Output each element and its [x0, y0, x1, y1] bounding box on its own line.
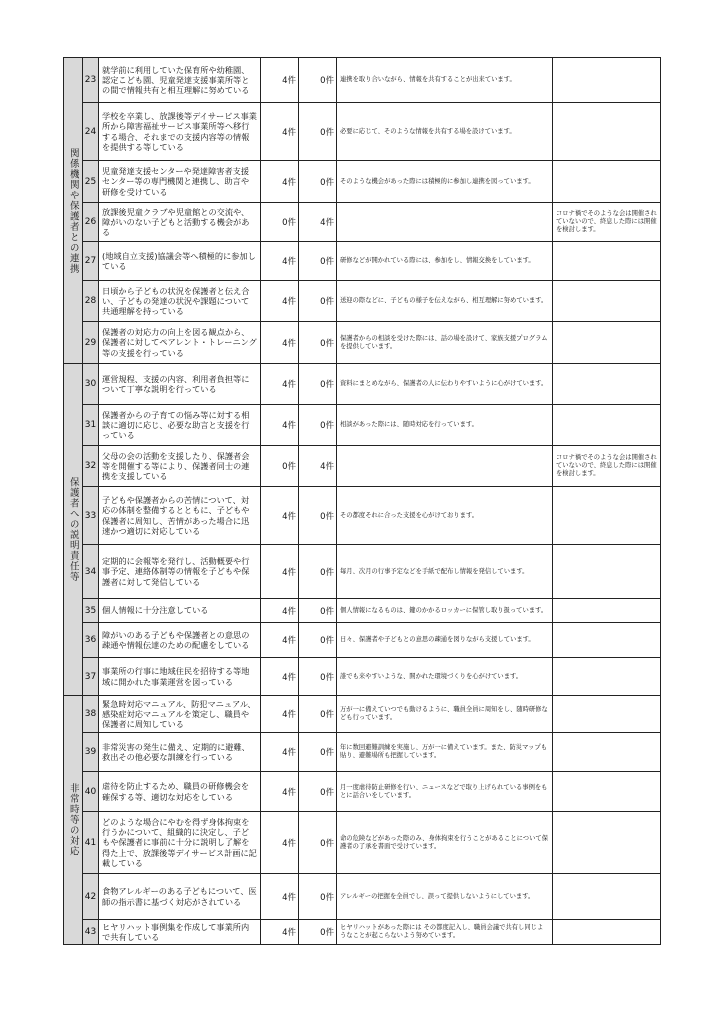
- table-row: [64, 487, 661, 545]
- table-row: [64, 446, 661, 487]
- item-text: 食物アレルギーのある子どもについて、医師の指示書に基づく対応がされている: [99, 874, 261, 920]
- evaluation-table: [63, 57, 661, 945]
- category-label: 非常時等の対応: [67, 783, 79, 857]
- improvement-text: [553, 487, 661, 545]
- yes-count: 4件: [261, 58, 299, 103]
- item-text: 学校を卒業し、放課後等デイサービス事業所から障害福祉サービス事業所等へ移行する場合、それまでの支援内容等の情報を提供する等している: [99, 103, 261, 161]
- no-count: 0件: [299, 920, 337, 945]
- yes-count: 4件: [261, 772, 299, 812]
- yes-count: 4件: [261, 161, 299, 203]
- comment-text: その都度それに合った支援を心がけております。: [337, 487, 553, 545]
- comment-text: 送迎の際などに、子どもの様子を伝えながら、相互理解に努めています。: [337, 281, 553, 322]
- improvement-text: [553, 733, 661, 772]
- yes-count: 4件: [261, 599, 299, 623]
- table-row: [64, 161, 661, 203]
- row-number: 23: [83, 58, 99, 103]
- row-number: 43: [83, 920, 99, 945]
- improvement-text: [553, 623, 661, 658]
- improvement-text: [553, 812, 661, 874]
- table-row: [64, 772, 661, 812]
- category-cell: [64, 696, 83, 945]
- table-row: [64, 696, 661, 733]
- category-label: 保護者への説明責任等: [67, 477, 79, 582]
- no-count: 0件: [299, 545, 337, 599]
- no-count: 0件: [299, 364, 337, 405]
- yes-count: 4件: [261, 405, 299, 446]
- comment-text: アレルギーの把握を全員でし、誤って提供しないようにしています。: [337, 874, 553, 920]
- category-label: 関係機関や保護者との連携: [67, 147, 79, 274]
- table-row: [64, 203, 661, 242]
- comment-text: 日々、保護者や子どもとの意思の疎通を図りながら支援しています。: [337, 623, 553, 658]
- row-number: 39: [83, 733, 99, 772]
- yes-count: 4件: [261, 545, 299, 599]
- table-row: [64, 874, 661, 920]
- improvement-text: [553, 405, 661, 446]
- yes-count: 4件: [261, 920, 299, 945]
- no-count: 0件: [299, 772, 337, 812]
- row-number: 36: [83, 623, 99, 658]
- item-text: 就学前に利用していた保育所や幼稚園、認定こども園、児童発達支援事業所等との間で情報共有と相互理解に努めている: [99, 58, 261, 103]
- item-text: (地域自立支援)協議会等へ積極的に参加している: [99, 242, 261, 281]
- comment-text: 個人情報になるものは、鍵のかかるロッカーに保管し取り扱っています。: [337, 599, 553, 623]
- table-row: [64, 58, 661, 103]
- no-count: 0件: [299, 103, 337, 161]
- yes-count: 4件: [261, 364, 299, 405]
- item-text: 子どもや保護者からの苦情について、対応の体制を整備するとともに、子どもや保護者に周知し、苦情があった場合に迅速かつ適切に対応している: [99, 487, 261, 545]
- yes-count: 4件: [261, 487, 299, 545]
- improvement-text: [553, 658, 661, 696]
- comment-text: そのような機会があった際には積極的に参加し連携を図っています。: [337, 161, 553, 203]
- item-text: 保護者の対応力の向上を図る観点から、保護者に対してペアレント・トレーニング等の支援を行っている: [99, 322, 261, 364]
- yes-count: 0件: [261, 446, 299, 487]
- table-row: [64, 812, 661, 874]
- improvement-text: [553, 161, 661, 203]
- comment-text: 必要に応じて、そのような情報を共有する場を設けています。: [337, 103, 553, 161]
- no-count: 0件: [299, 281, 337, 322]
- row-number: 35: [83, 599, 99, 623]
- row-number: 25: [83, 161, 99, 203]
- comment-text: 毎月、次月の行事予定などを手紙で配布し情報を発信しています。: [337, 545, 553, 599]
- row-number: 41: [83, 812, 99, 874]
- category-cell: [64, 58, 83, 364]
- item-text: ヒヤリハット事例集を作成して事業所内で共有している: [99, 920, 261, 945]
- yes-count: 4件: [261, 322, 299, 364]
- comment-text: [337, 203, 553, 242]
- table-row: [64, 364, 661, 405]
- improvement-text: [553, 772, 661, 812]
- no-count: 0件: [299, 487, 337, 545]
- table-row: [64, 599, 661, 623]
- improvement-text: [553, 696, 661, 733]
- comment-text: 年に数回避難訓練を実施し、万が一に備えています。また、防災マップも貼り、避難場所も把握しています。: [337, 733, 553, 772]
- row-number: 26: [83, 203, 99, 242]
- item-text: 日頃から子どもの状況を保護者と伝え合い、子どもの発達の状況や課題について共通理解を持っている: [99, 281, 261, 322]
- no-count: 4件: [299, 203, 337, 242]
- improvement-text: [553, 103, 661, 161]
- row-number: 32: [83, 446, 99, 487]
- item-text: どのような場合にやむを得ず身体拘束を行うかについて、組織的に決定し、子どもや保護者に事前に十分に説明し了解を得た上で、放課後等デイサービス計画に記載している: [99, 812, 261, 874]
- no-count: 0件: [299, 658, 337, 696]
- no-count: 0件: [299, 623, 337, 658]
- comment-text: 連携を取り合いながら、情報を共有することが出来ています。: [337, 58, 553, 103]
- yes-count: 4件: [261, 281, 299, 322]
- comment-text: [337, 446, 553, 487]
- item-text: 児童発達支援センターや発達障害者支援センター等の専門機関と連携し、助言や研修を受けている: [99, 161, 261, 203]
- improvement-text: [553, 322, 661, 364]
- no-count: 0件: [299, 242, 337, 281]
- table-row: [64, 658, 661, 696]
- table-row: [64, 405, 661, 446]
- item-text: 個人情報に十分注意している: [99, 599, 261, 623]
- item-text: 虐待を防止するため、職員の研修機会を確保する等、適切な対応をしている: [99, 772, 261, 812]
- row-number: 24: [83, 103, 99, 161]
- no-count: 0件: [299, 696, 337, 733]
- yes-count: 0件: [261, 203, 299, 242]
- table-row: [64, 545, 661, 599]
- table-row: [64, 242, 661, 281]
- table-row: [64, 281, 661, 322]
- row-number: 27: [83, 242, 99, 281]
- table-row: [64, 623, 661, 658]
- no-count: 0件: [299, 58, 337, 103]
- comment-text: 研修などが開かれている際には、参加をし、情報交換をしています。: [337, 242, 553, 281]
- table-row: [64, 733, 661, 772]
- no-count: 0件: [299, 874, 337, 920]
- row-number: 29: [83, 322, 99, 364]
- item-text: 緊急時対応マニュアル、防犯マニュアル、感染症対応マニュアルを策定し、職員や保護者に周知している: [99, 696, 261, 733]
- table-row: [64, 103, 661, 161]
- category-cell: [64, 364, 83, 696]
- comment-text: 万が一に備えていつでも動けるように、職員全員に周知をし、随時研修なども行っています。: [337, 696, 553, 733]
- comment-text: 誰でも来やすいような、開かれた環境づくりを心がけています。: [337, 658, 553, 696]
- table-row: [64, 920, 661, 945]
- row-number: 40: [83, 772, 99, 812]
- comment-text: 命の危険などがあった際のみ、身体拘束を行うことがあることについて保護者の了承を書面で受けています。: [337, 812, 553, 874]
- row-number: 33: [83, 487, 99, 545]
- row-number: 37: [83, 658, 99, 696]
- yes-count: 4件: [261, 658, 299, 696]
- row-number: 28: [83, 281, 99, 322]
- table-row: [64, 322, 661, 364]
- improvement-text: [553, 545, 661, 599]
- no-count: 0件: [299, 812, 337, 874]
- item-text: 保護者からの子育ての悩み等に対する相談に適切に応じ、必要な助言と支援を行っている: [99, 405, 261, 446]
- comment-text: 保護者からの相談を受けた際には、話の場を設けて、家族支援プログラムを提供しています。: [337, 322, 553, 364]
- no-count: 4件: [299, 446, 337, 487]
- no-count: 0件: [299, 733, 337, 772]
- row-number: 31: [83, 405, 99, 446]
- yes-count: 4件: [261, 874, 299, 920]
- item-text: 放課後児童クラブや児童館との交流や、障がいのない子どもと活動する機会がある: [99, 203, 261, 242]
- comment-text: 月一度虐待防止研修を行い、ニュースなどで取り上げられている事例をもとに話合いをしています。: [337, 772, 553, 812]
- row-number: 42: [83, 874, 99, 920]
- improvement-text: [553, 364, 661, 405]
- yes-count: 4件: [261, 103, 299, 161]
- item-text: 障がいのある子どもや保護者との意思の疎通や情報伝達のための配慮をしている: [99, 623, 261, 658]
- no-count: 0件: [299, 405, 337, 446]
- item-text: 定期的に会報等を発行し、活動概要や行事予定、連絡体制等の情報を子どもや保護者に対して発信している: [99, 545, 261, 599]
- row-number: 30: [83, 364, 99, 405]
- item-text: 父母の会の活動を支援したり、保護者会等を開催する等により、保護者同士の連携を支援している: [99, 446, 261, 487]
- no-count: 0件: [299, 322, 337, 364]
- yes-count: 4件: [261, 623, 299, 658]
- no-count: 0件: [299, 161, 337, 203]
- item-text: 事業所の行事に地域住民を招待する等地域に開かれた事業運営を図っている: [99, 658, 261, 696]
- row-number: 34: [83, 545, 99, 599]
- improvement-text: [553, 58, 661, 103]
- item-text: 非常災害の発生に備え、定期的に避難、救出その他必要な訓練を行っている: [99, 733, 261, 772]
- item-text: 運営規程、支援の内容、利用者負担等について丁寧な説明を行っている: [99, 364, 261, 405]
- yes-count: 4件: [261, 696, 299, 733]
- improvement-text: [553, 920, 661, 945]
- improvement-text: [553, 599, 661, 623]
- yes-count: 4件: [261, 733, 299, 772]
- comment-text: 資料にまとめながら、保護者の人に伝わりやすいように心がけています。: [337, 364, 553, 405]
- improvement-text: [553, 874, 661, 920]
- row-number: 38: [83, 696, 99, 733]
- improvement-text: コロナ禍でそのような会は開催されていないので、終息した際には開催を検討します。: [553, 203, 661, 242]
- no-count: 0件: [299, 599, 337, 623]
- improvement-text: [553, 281, 661, 322]
- comment-text: ヒヤリハットがあった際には その都度記入し、職員会議で共有し同じようなことが起こらないよう努めています。: [337, 920, 553, 945]
- improvement-text: コロナ禍でそのような会は開催されていないので、終息した際には開催を検討します。: [553, 446, 661, 487]
- improvement-text: [553, 242, 661, 281]
- yes-count: 4件: [261, 812, 299, 874]
- yes-count: 4件: [261, 242, 299, 281]
- comment-text: 相談があった際には、随時対応を行っています。: [337, 405, 553, 446]
